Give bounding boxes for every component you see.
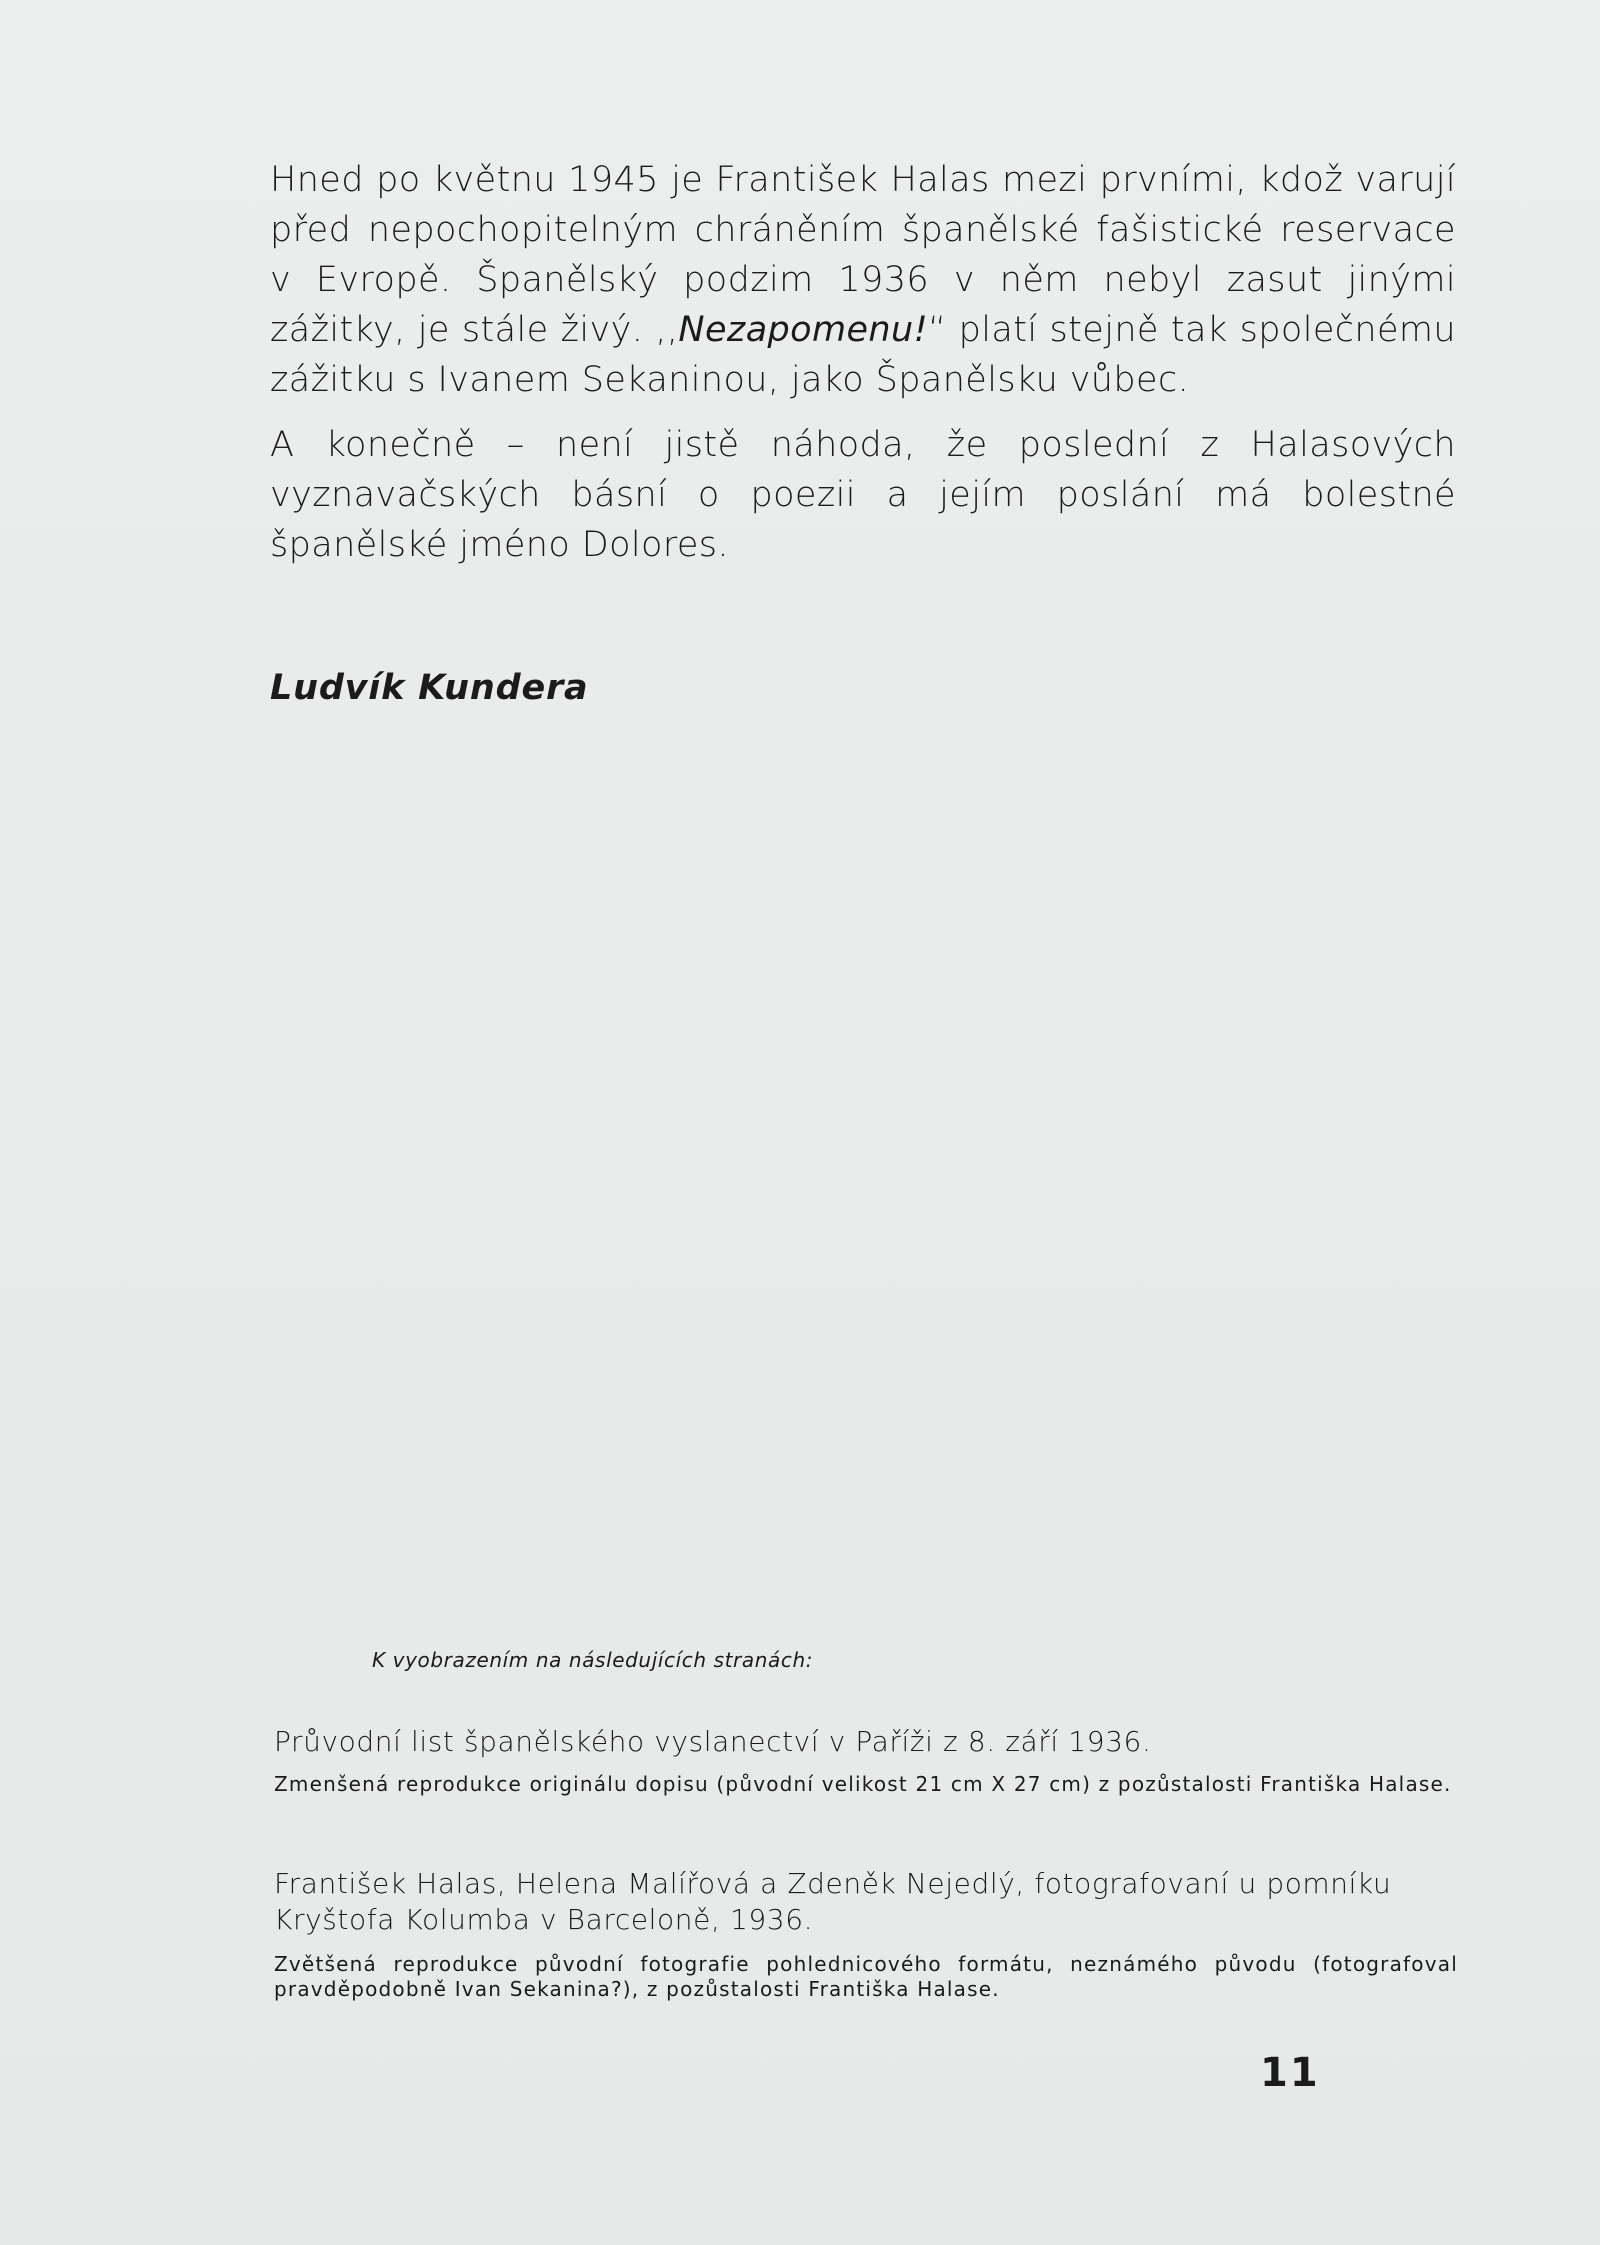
caption-1-note: Zmenšená reprodukce originálu dopisu (původní velikost 21 cm X 27 cm) z pozůstalosti Františka Halase.: [274, 1772, 1452, 1796]
page-number: 11: [1260, 2050, 1320, 2096]
paragraph-1-text-end: “ platí stejně tak společnému zážitku s Ivanem Sekaninou, jako Španělsku vůbec.: [270, 310, 1456, 400]
author-signature: Ludvík Kundera: [270, 668, 589, 708]
paragraph-1-emphasis: Nezapomenu!: [678, 310, 928, 350]
body-paragraph-2: A konečně – není jistě náhoda, že poslední z Halasových vyznavačských básní o poezii a jejím poslání má bolestné španělské jméno Dolores.: [270, 425, 1456, 565]
caption-1-title: Průvodní list španělského vyslanectví v Paříži z 8. září 1936.: [274, 1725, 1152, 1758]
body-paragraph-1: [270, 155, 1456, 405]
caption-2-title: František Halas, Helena Malířová a Zdeněk Nejedlý, fotografovaní u pomníku Kryštofa Kolumba v Barceloně, 1936.: [274, 1867, 1392, 1936]
captions-heading: K vyobrazením na následujících stranách:: [372, 1648, 814, 1672]
caption-2-note: Zvětšená reprodukce původní fotografie pohlednicového formátu, neznámého původu (fotografoval pravděpodobně Ivan Sekanina?), z pozůstalosti Františka Halase.: [274, 1952, 1458, 2001]
paragraph-1-text-start: Hned po květnu 1945 je František Halas mezi prvními, kdož varují před nepochopitelným chráněním španělské fašistické reservace v Evropě. Španělský podzim 1936 v něm nebyl zasut jinými zážitky, je stále živý. ,,: [270, 160, 1456, 350]
